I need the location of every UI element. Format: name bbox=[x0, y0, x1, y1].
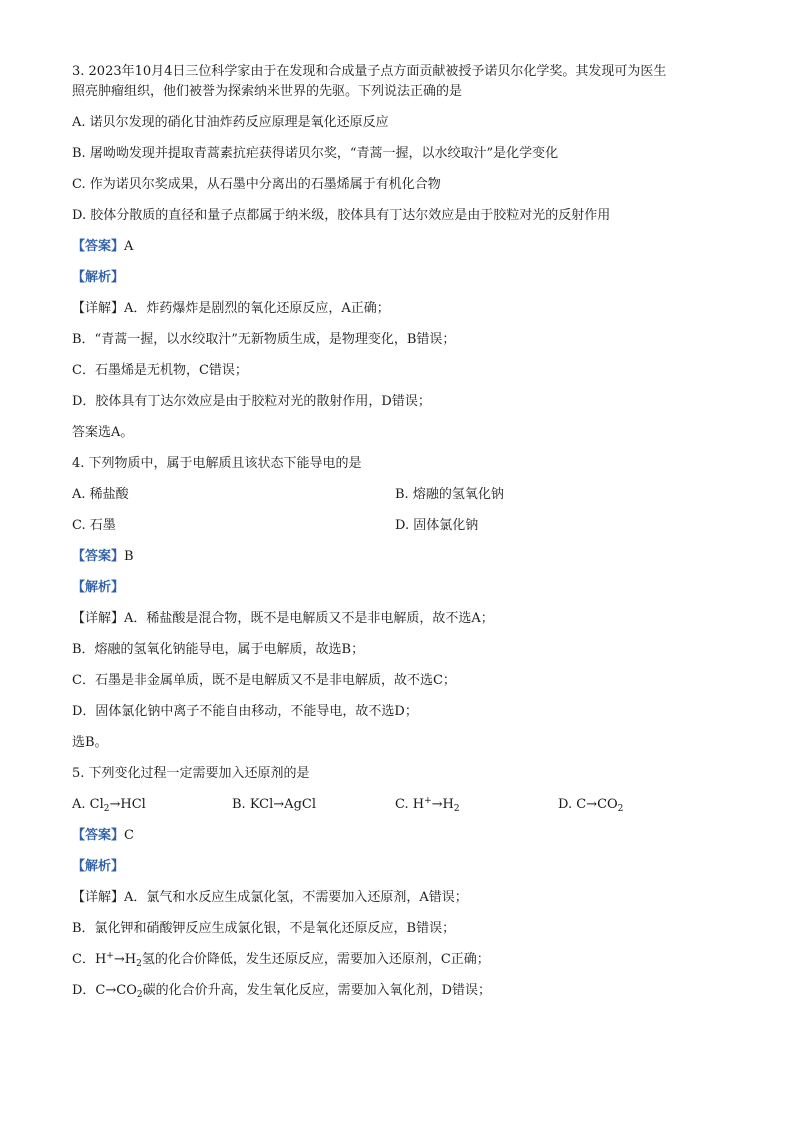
q5-option-a bbox=[72, 795, 146, 815]
q4-answer bbox=[72, 547, 732, 578]
q3-detail-b: B．“青蒿一握，以水绞取汁”无新物质生成，是物理变化，B错误； bbox=[72, 332, 456, 347]
q4-stem: 4. 下列物质中，属于电解质且该状态下能导电的是 bbox=[72, 456, 362, 471]
q5-answer-tag: 【答案】 bbox=[72, 828, 125, 843]
q4-options-row2 bbox=[72, 516, 732, 547]
q5-option-d bbox=[558, 795, 623, 815]
q5-detail-c-sub: 2 bbox=[136, 959, 142, 969]
q5-answer-value: C bbox=[124, 828, 134, 843]
q5-detail-c-rest: 氢的化合价降低，发生还原反应，需要加入还原剂，C正确； bbox=[141, 952, 490, 967]
q4-option-d: D. 固体氯化钠 bbox=[395, 518, 479, 533]
q4-analysis-tag: 【解析】 bbox=[72, 580, 125, 595]
q5-option-c-mid: →H bbox=[431, 797, 454, 812]
q3-detail-a bbox=[72, 299, 732, 330]
q3-stem-line2: 照亮肿瘤组织，他们被誉为探索纳米世界的先驱。下列说法正确的是 bbox=[72, 84, 463, 99]
q5-detail-tag: 【详解】 bbox=[72, 890, 125, 905]
q5-detail-d-rest: 碳的化合价升高，发生氧化反应，需要加入氧化剂，D错误； bbox=[142, 983, 492, 998]
q5-stem: 5. 下列变化过程一定需要加入还原剂的是 bbox=[72, 766, 310, 781]
q4-detail-a-text: A．稀盐酸是混合物，既不是电解质又不是非电解质，故不选A； bbox=[124, 611, 494, 626]
q3-analysis bbox=[72, 268, 732, 299]
q3-detail-d: D．胶体具有丁达尔效应是由于胶粒对光的散射作用，D错误； bbox=[72, 394, 431, 409]
q5-detail-c-sup: + bbox=[106, 951, 114, 961]
q4-analysis bbox=[72, 578, 732, 609]
q4-option-b: B. 熔融的氢氧化钠 bbox=[395, 487, 504, 502]
q3-conclusion: 答案选A。 bbox=[72, 425, 134, 440]
q5-analysis-tag: 【解析】 bbox=[72, 859, 125, 874]
q4-detail-tag: 【详解】 bbox=[72, 611, 125, 626]
q4-option-a: A. 稀盐酸 bbox=[72, 487, 129, 502]
q3-detail-c: C．石墨烯是无机物，C错误； bbox=[72, 363, 248, 378]
q5-detail-d-prefix: D．C→CO bbox=[72, 983, 137, 998]
q5-option-c-prefix: C. H bbox=[395, 797, 425, 812]
q4-answer-value: B bbox=[124, 549, 134, 564]
q5-option-d-prefix: D. C→CO bbox=[558, 797, 618, 812]
q5-option-a-sub: 2 bbox=[103, 804, 110, 814]
q5-detail-c-prefix: C．H bbox=[72, 952, 107, 967]
q5-detail-a bbox=[72, 888, 732, 919]
q3-stem-line1: 3. 2023年10月4日三位科学家由于在发现和合成量子点方面贡献被授予诺贝尔化学奖。其发现可为医生 bbox=[72, 64, 667, 79]
q3-answer-value: A bbox=[124, 239, 134, 254]
q4-options-row1 bbox=[72, 485, 732, 516]
q5-option-d-sub: 2 bbox=[617, 804, 624, 814]
q3-answer-tag: 【答案】 bbox=[72, 239, 125, 254]
q5-option-c bbox=[395, 795, 460, 815]
q4-answer-tag: 【答案】 bbox=[72, 549, 125, 564]
q3-option-d: D. 胶体分散质的直径和量子点都属于纳米级，胶体具有丁达尔效应是由于胶粒对光的反射作用 bbox=[72, 208, 611, 223]
q5-options-row bbox=[72, 795, 732, 826]
q3-option-a: A. 诺贝尔发现的硝化甘油炸药反应原理是氧化还原反应 bbox=[72, 115, 389, 130]
q4-detail-b: B．熔融的氢氧化钠能导电，属于电解质，故选B； bbox=[72, 642, 365, 657]
q3-analysis-tag: 【解析】 bbox=[72, 270, 125, 285]
q3-detail-a-text: A．炸药爆炸是剧烈的氧化还原反应，A正确； bbox=[124, 301, 390, 316]
q5-detail-c bbox=[72, 950, 732, 981]
q5-detail-b: B．氯化钾和硝酸钾反应生成氯化银，不是氧化还原反应，B错误； bbox=[72, 921, 456, 936]
q4-conclusion: 选B。 bbox=[72, 735, 108, 750]
q5-detail-d bbox=[72, 981, 732, 1012]
q4-option-c: C. 石墨 bbox=[72, 518, 116, 533]
q3-option-c: C. 作为诺贝尔奖成果，从石墨中分离出的石墨烯属于有机化合物 bbox=[72, 177, 441, 192]
q3-answer bbox=[72, 237, 732, 268]
q5-answer bbox=[72, 826, 732, 857]
q5-option-a-rest: →HCl bbox=[109, 797, 146, 812]
q5-detail-d-sub: 2 bbox=[136, 990, 143, 1000]
q5-option-a-prefix: A. Cl bbox=[72, 797, 104, 812]
q3-detail-tag: 【详解】 bbox=[72, 301, 125, 316]
q3-option-b: B. 屠呦呦发现并提取青蒿素抗疟获得诺贝尔奖，“青蒿一握，以水绞取汁”是化学变化 bbox=[72, 146, 559, 161]
q4-detail-d: D．固体氯化钠中离子不能自由移动，不能导电，故不选D； bbox=[72, 704, 418, 719]
q5-option-b: B. KCl→AgCl bbox=[232, 797, 316, 812]
q4-detail-c: C．石墨是非金属单质，既不是电解质又不是非电解质，故不选C； bbox=[72, 673, 456, 688]
q5-detail-a-text: A．氯气和水反应生成氯化氢，不需要加入还原剂，A错误； bbox=[124, 890, 468, 905]
q5-analysis bbox=[72, 857, 732, 888]
q5-detail-c-mid: →H bbox=[113, 952, 137, 967]
q4-detail-a bbox=[72, 609, 732, 640]
q5-option-c-sup: + bbox=[424, 796, 432, 806]
document-page bbox=[72, 62, 732, 1012]
q5-option-c-sub: 2 bbox=[453, 804, 460, 814]
